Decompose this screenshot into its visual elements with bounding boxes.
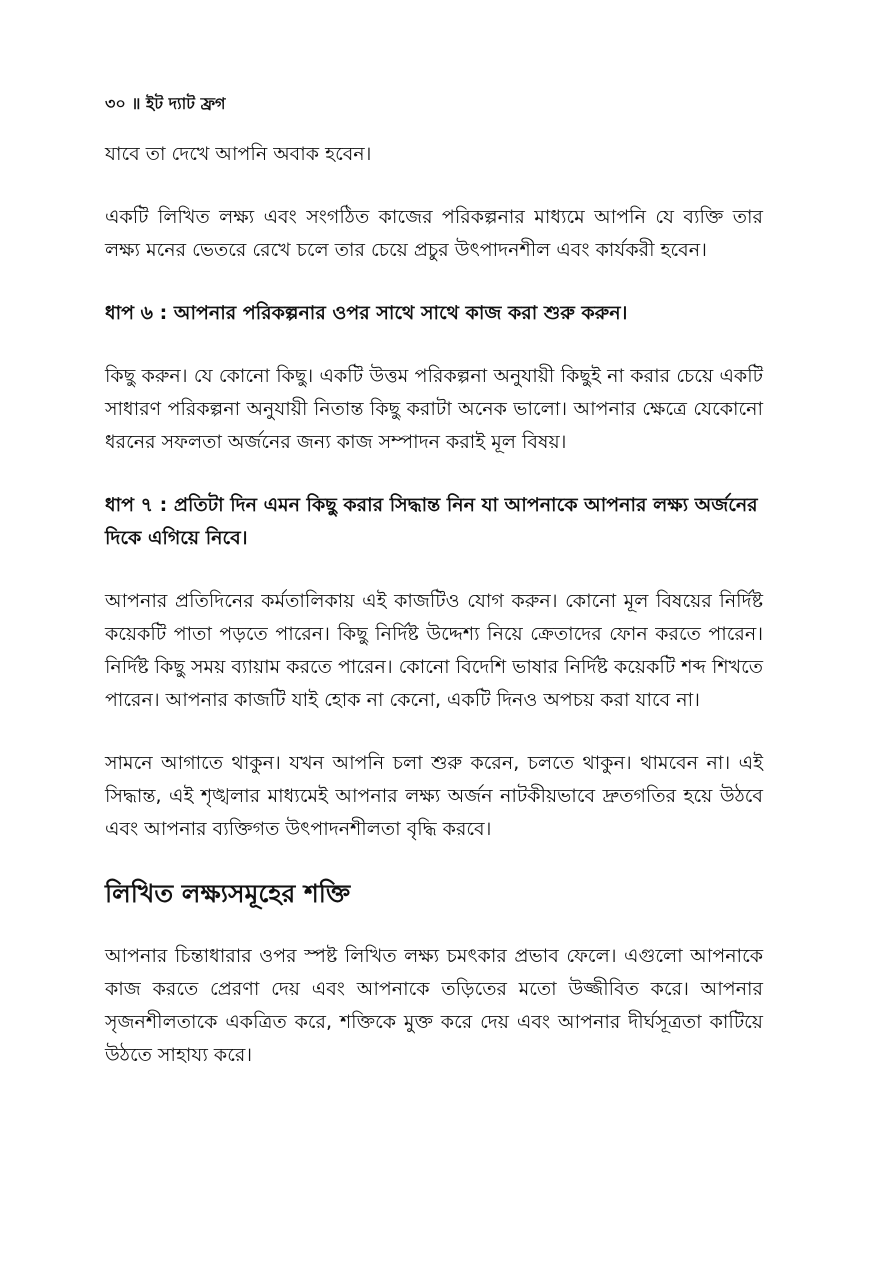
paragraph-4: আপনার প্রতিদিনের কর্মতালিকায় এই কাজটিও যোগ করুন। কোনো মূল বিষয়ের নির্দিষ্ট কয়েকটি পাতা পড়তে পারেন। কিছু নির্দিষ্ট উদ্দেশ্য নিয়ে ক্রেতাদের ফোন করতে পারেন। নির্দিষ্ট কিছু সময় ব্যায়াম করতে পারেন। কোনো বিদেশি ভাষার নির্দিষ্ট কয়েকটি শব্দ শিখতে পারেন। আপনার কাজটি যাই হোক না কেনো, একটি দিনও অপচয় করা যাবে না। (105, 590, 763, 711)
paragraph-6: আপনার চিন্তাধারার ওপর স্পষ্ট লিখিত লক্ষ্য চমৎকার প্রভাব ফেলে। এগুলো আপনাকে কাজ করতে প্রেরণা দেয় এবং আপনাকে তড়িতের মতো উজ্জীবিত করে। আপনার সৃজনশীলতাকে একত্রিত করে, শক্তিকে মুক্ত করে দেয় এবং আপনার দীর্ঘসূত্রতা কাটিয়ে উঠতে সাহায্য করে। (105, 945, 763, 1066)
paragraph-1: যাবে তা দেখে আপনি অবাক হবেন। (105, 143, 372, 165)
paragraph-3: কিছু করুন। যে কোনো কিছু। একটি উত্তম পরিকল্পনা অনুযায়ী কিছুই না করার চেয়ে একটি সাধারণ পরিকল্পনা অনুযায়ী নিতান্ত কিছু করাটা অনেক ভালো। আপনার ক্ষেত্রে যেকোনো ধরনের সফলতা অর্জনের জন্য কাজ সম্পাদন করাই মূল বিষয়। (105, 365, 763, 453)
section-heading: লিখিত লক্ষ্যসমূহের শক্তি (105, 879, 351, 908)
step-6-heading: ধাপ ৬ : আপনার পরিকল্পনার ওপর সাথে সাথে কাজ করা শুরু করুন। (105, 302, 628, 324)
paragraph-5: সামনে আগাতে থাকুন। যখন আপনি চলা শুরু করেন, চলতে থাকুন। থামবেন না। এই সিদ্ধান্ত, এই শৃঙ্খলার মাধ্যমেই আপনার লক্ষ্য অর্জন নাটকীয়ভাবে দ্রুতগতির হয়ে উঠবে এবং আপনার ব্যক্তিগত উৎপাদনশীলতা বৃদ্ধি করবে। (105, 752, 763, 840)
paragraph-2: একটি লিখিত লক্ষ্য এবং সংগঠিত কাজের পরিকল্পনার মাধ্যমে আপনি যে ব্যক্তি তার লক্ষ্য মনের ভেতরে রেখে চলে তার চেয়ে প্রচুর উৎপাদনশীল এবং কার্যকরী হবেন। (105, 206, 763, 261)
book-page (105, 92, 763, 1102)
step-7-heading: ধাপ ৭ : প্রতিটা দিন এমন কিছু করার সিদ্ধান্ত নিন যা আপনাকে আপনার লক্ষ্য অর্জনের দিকে এগিয়ে নিবে। (105, 494, 758, 549)
running-header: ৩০ ॥ ইট দ্যাট ফ্রগ (105, 94, 226, 113)
